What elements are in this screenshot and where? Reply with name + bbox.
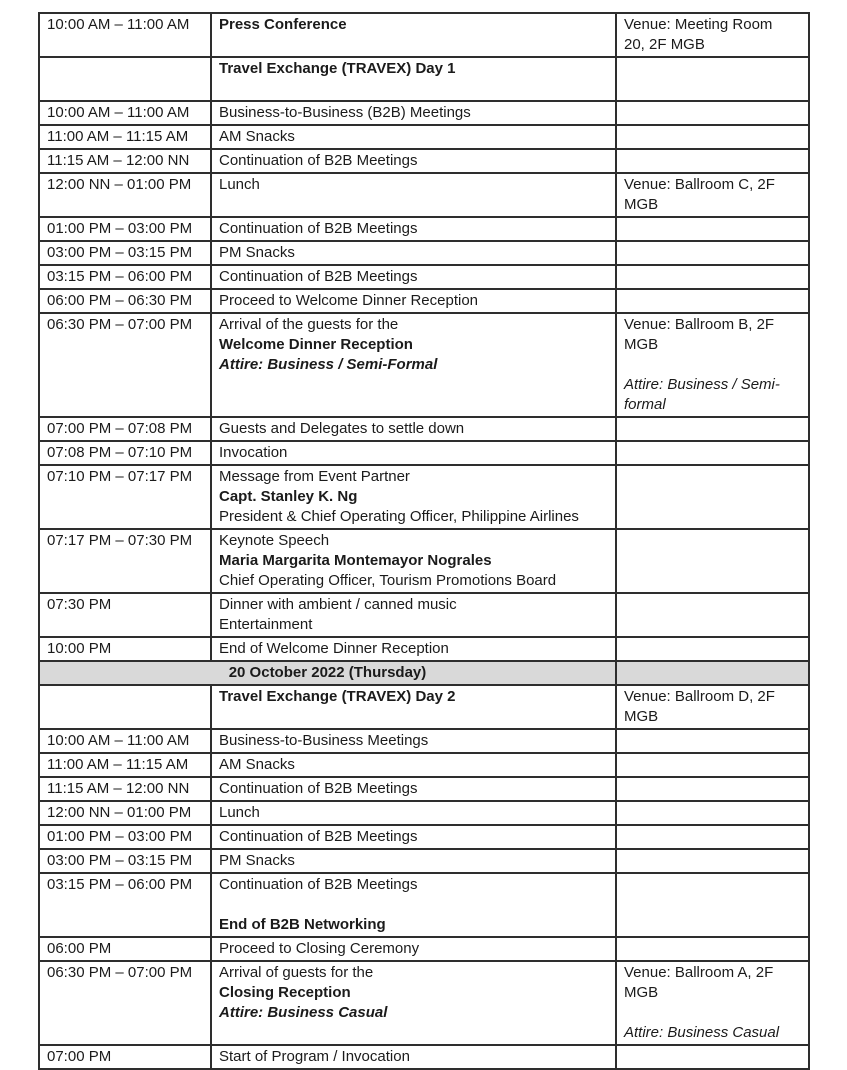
time-cell (39, 217, 211, 241)
text-line (624, 731, 801, 751)
time-text: 01:00 PM – 03:00 PM (47, 220, 193, 237)
table-row (39, 465, 809, 529)
time-text: 06:00 PM (47, 940, 112, 957)
text-line (219, 79, 608, 99)
time-cell (39, 173, 211, 217)
venue-cell (616, 217, 809, 241)
text-line: End of Welcome Dinner Reception (219, 640, 449, 657)
table-row (39, 13, 809, 57)
text-line: MGB (624, 196, 659, 213)
text-line (624, 267, 801, 287)
venue-cell (616, 873, 809, 937)
text-line: Travel Exchange (TRAVEX) Day 2 (219, 688, 456, 705)
text-line (624, 467, 801, 487)
table-row (39, 849, 809, 873)
description-cell (211, 289, 616, 313)
text-line: Venue: Meeting Room (624, 16, 773, 33)
venue-cell (616, 125, 809, 149)
table-row (39, 173, 809, 217)
table-row (39, 241, 809, 265)
description-cell (211, 685, 616, 729)
day-header-venue-cell (616, 661, 809, 685)
table-row (39, 1045, 809, 1069)
text-line (624, 639, 801, 659)
time-text: 11:00 AM – 11:15 AM (47, 128, 189, 145)
time-cell (39, 417, 211, 441)
description-cell (211, 13, 616, 57)
text-line (624, 59, 801, 79)
time-cell (39, 529, 211, 593)
time-text: 11:15 AM – 12:00 NN (47, 152, 190, 169)
text-line: Continuation of B2B Meetings (219, 268, 418, 285)
time-cell (39, 937, 211, 961)
table-row (39, 593, 809, 637)
time-text: 06:30 PM – 07:00 PM (47, 964, 193, 981)
table-row (39, 937, 809, 961)
text-line: MGB (624, 984, 659, 1001)
text-line: Guests and Delegates to settle down (219, 420, 465, 437)
venue-cell (616, 265, 809, 289)
time-cell (39, 289, 211, 313)
table-row (39, 753, 809, 777)
table-row (39, 529, 809, 593)
venue-cell (616, 241, 809, 265)
description-cell (211, 801, 616, 825)
text-line: Welcome Dinner Reception (219, 336, 413, 353)
time-cell (39, 149, 211, 173)
text-line: Capt. Stanley K. Ng (219, 488, 358, 505)
time-cell (39, 57, 211, 101)
text-line: Venue: Ballroom B, 2F (624, 316, 775, 333)
description-cell (211, 173, 616, 217)
time-cell (39, 441, 211, 465)
day-header-cell: 20 October 2022 (Thursday) (39, 661, 616, 685)
description-cell (211, 265, 616, 289)
text-line (624, 531, 801, 551)
venue-cell (616, 593, 809, 637)
venue-cell (616, 173, 809, 217)
text-line: AM Snacks (219, 128, 295, 145)
table-row (39, 125, 809, 149)
text-line: Arrival of the guests for the (219, 316, 399, 333)
text-line: Business-to-Business Meetings (219, 732, 429, 749)
time-cell (39, 685, 211, 729)
text-line: Travel Exchange (TRAVEX) Day 1 (219, 60, 456, 77)
time-cell (39, 729, 211, 753)
time-text: 01:00 PM – 03:00 PM (47, 828, 193, 845)
text-line: Keynote Speech (219, 532, 330, 549)
text-line: Message from Event Partner (219, 468, 410, 485)
text-line: End of B2B Networking (219, 916, 386, 933)
table-row (39, 873, 809, 937)
venue-cell (616, 313, 809, 417)
time-text: 03:00 PM – 03:15 PM (47, 244, 193, 261)
text-line (219, 895, 608, 915)
time-text: 10:00 AM – 11:00 AM (47, 16, 190, 33)
time-cell (39, 801, 211, 825)
text-line: Closing Reception (219, 984, 351, 1001)
time-cell (39, 849, 211, 873)
time-cell (39, 13, 211, 57)
time-cell (39, 265, 211, 289)
time-text: 07:30 PM (47, 596, 112, 613)
text-line (624, 851, 801, 871)
text-line: Continuation of B2B Meetings (219, 828, 418, 845)
text-line: President & Chief Operating Officer, Philippine Airlines (219, 508, 579, 525)
text-line: Attire: Business / Semi-Formal (219, 356, 438, 373)
description-cell (211, 849, 616, 873)
time-text: 06:00 PM – 06:30 PM (47, 292, 193, 309)
text-line (624, 827, 801, 847)
table-row (39, 313, 809, 417)
description-cell (211, 637, 616, 661)
text-line (624, 1047, 801, 1067)
description-cell (211, 753, 616, 777)
table-row (39, 961, 809, 1045)
table-row (39, 729, 809, 753)
time-text: 03:15 PM – 06:00 PM (47, 268, 193, 285)
text-line: MGB (624, 708, 659, 725)
text-line: Press Conference (219, 16, 347, 33)
time-text: 03:00 PM – 03:15 PM (47, 852, 193, 869)
text-line: Invocation (219, 444, 288, 461)
text-line: AM Snacks (219, 756, 295, 773)
venue-cell (616, 825, 809, 849)
description-cell (211, 241, 616, 265)
text-line: PM Snacks (219, 244, 295, 261)
text-line: Attire: Business Casual (219, 1004, 388, 1021)
description-cell (211, 777, 616, 801)
time-cell (39, 125, 211, 149)
text-line (624, 291, 801, 311)
time-text: 06:30 PM – 07:00 PM (47, 316, 193, 333)
text-line (624, 1003, 801, 1023)
time-text: 11:15 AM – 12:00 NN (47, 780, 190, 797)
text-line (624, 419, 801, 439)
venue-cell (616, 937, 809, 961)
text-line: Start of Program / Invocation (219, 1048, 410, 1065)
venue-cell (616, 101, 809, 125)
table-row (39, 801, 809, 825)
venue-cell (616, 57, 809, 101)
table-row (39, 777, 809, 801)
time-text (47, 687, 203, 707)
table-row (39, 441, 809, 465)
venue-cell (616, 801, 809, 825)
description-cell (211, 125, 616, 149)
venue-cell (616, 637, 809, 661)
document-page (0, 12, 847, 1065)
text-line (624, 939, 801, 959)
time-text: 12:00 NN – 01:00 PM (47, 176, 192, 193)
description-cell (211, 417, 616, 441)
time-cell (39, 753, 211, 777)
venue-cell (616, 961, 809, 1045)
time-text: 07:00 PM – 07:08 PM (47, 420, 193, 437)
venue-cell (616, 529, 809, 593)
time-text: 07:17 PM – 07:30 PM (47, 532, 193, 549)
text-line (624, 127, 801, 147)
text-line (624, 803, 801, 823)
time-text: 07:10 PM – 07:17 PM (47, 468, 193, 485)
description-cell (211, 873, 616, 937)
text-line: Venue: Ballroom A, 2F (624, 964, 774, 981)
text-line: Venue: Ballroom C, 2F (624, 176, 775, 193)
schedule-table (38, 12, 810, 1070)
text-line (624, 443, 801, 463)
text-line: Business-to-Business (B2B) Meetings (219, 104, 471, 121)
venue-cell (616, 441, 809, 465)
venue-cell (616, 149, 809, 173)
description-cell (211, 729, 616, 753)
text-line: Continuation of B2B Meetings (219, 220, 418, 237)
description-cell (211, 825, 616, 849)
time-text: 07:08 PM – 07:10 PM (47, 444, 193, 461)
venue-cell (616, 465, 809, 529)
text-line: Continuation of B2B Meetings (219, 780, 418, 797)
description-cell (211, 313, 616, 417)
text-line (624, 219, 801, 239)
text-line: Lunch (219, 804, 260, 821)
text-line: Proceed to Welcome Dinner Reception (219, 292, 479, 309)
time-cell (39, 961, 211, 1045)
text-line: Attire: Business Casual (624, 1024, 780, 1041)
text-line: Maria Margarita Montemayor Nograles (219, 552, 492, 569)
table-row (39, 685, 809, 729)
text-line (624, 103, 801, 123)
table-row (39, 217, 809, 241)
text-line: Dinner with ambient / canned music (219, 596, 457, 613)
text-line: Continuation of B2B Meetings (219, 152, 418, 169)
text-line (624, 875, 801, 895)
venue-cell (616, 289, 809, 313)
text-line: MGB (624, 336, 659, 353)
time-cell (39, 101, 211, 125)
description-cell (211, 57, 616, 101)
text-line: Venue: Ballroom D, 2F (624, 688, 775, 705)
description-cell (211, 1045, 616, 1069)
table-row (39, 289, 809, 313)
time-cell (39, 313, 211, 417)
table-row (39, 265, 809, 289)
time-cell (39, 873, 211, 937)
description-cell (211, 441, 616, 465)
description-cell (211, 101, 616, 125)
venue-cell (616, 777, 809, 801)
table-row (39, 825, 809, 849)
text-line: Lunch (219, 176, 260, 193)
text-line: Attire: Business / Semi- (624, 376, 780, 393)
time-cell (39, 777, 211, 801)
text-line: Entertainment (219, 616, 313, 633)
description-cell (211, 961, 616, 1045)
text-line (624, 755, 801, 775)
venue-cell (616, 685, 809, 729)
time-text: 10:00 PM (47, 640, 112, 657)
time-cell (39, 1045, 211, 1069)
venue-cell (616, 849, 809, 873)
venue-cell (616, 417, 809, 441)
time-text: 10:00 AM – 11:00 AM (47, 104, 190, 121)
venue-cell (616, 729, 809, 753)
table-row (39, 101, 809, 125)
text-line (624, 595, 801, 615)
time-text: 10:00 AM – 11:00 AM (47, 732, 190, 749)
description-cell (211, 937, 616, 961)
description-cell (211, 149, 616, 173)
description-cell (211, 529, 616, 593)
time-text: 07:00 PM (47, 1048, 112, 1065)
description-cell (211, 465, 616, 529)
text-line (624, 151, 801, 171)
description-cell (211, 593, 616, 637)
time-text: 03:15 PM – 06:00 PM (47, 876, 193, 893)
table-row (39, 637, 809, 661)
venue-cell (616, 13, 809, 57)
table-row (39, 417, 809, 441)
time-text: 11:00 AM – 11:15 AM (47, 756, 189, 773)
time-text (47, 59, 203, 79)
text-line: Arrival of guests for the (219, 964, 374, 981)
schedule-table-body (39, 13, 809, 1069)
description-cell (211, 217, 616, 241)
text-line: PM Snacks (219, 852, 295, 869)
text-line: Proceed to Closing Ceremony (219, 940, 420, 957)
table-row (39, 57, 809, 101)
time-cell (39, 593, 211, 637)
day-header-row (39, 661, 809, 685)
text-line (624, 355, 801, 375)
text-line (624, 779, 801, 799)
text-line: formal (624, 396, 666, 413)
time-cell (39, 465, 211, 529)
text-line: 20, 2F MGB (624, 36, 705, 53)
text-line: Chief Operating Officer, Tourism Promotions Board (219, 572, 557, 589)
time-text: 12:00 NN – 01:00 PM (47, 804, 192, 821)
time-cell (39, 241, 211, 265)
text-line: Continuation of B2B Meetings (219, 876, 418, 893)
table-row (39, 149, 809, 173)
time-cell (39, 637, 211, 661)
time-cell (39, 825, 211, 849)
venue-cell (616, 753, 809, 777)
text-line (624, 243, 801, 263)
venue-cell (616, 1045, 809, 1069)
